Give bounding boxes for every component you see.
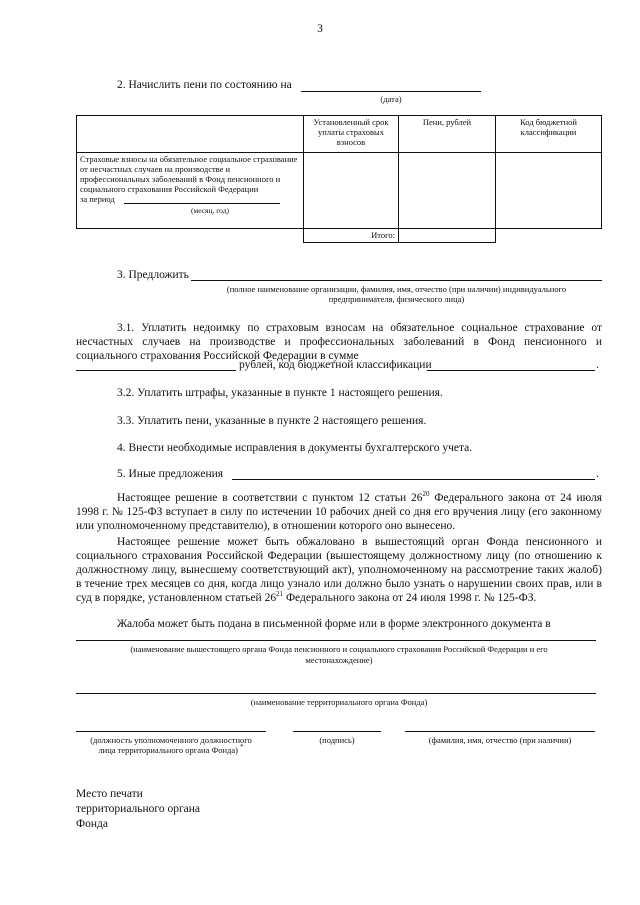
total-label: Итого: bbox=[304, 229, 399, 243]
complaint-caption-2: местонахождение) bbox=[305, 655, 373, 665]
complaint-text: Жалоба может быть подана в письменной форме или в форме электронного документа в bbox=[117, 618, 551, 630]
section3-field-line[interactable] bbox=[191, 280, 602, 281]
section3-caption-1: (полное наименование организации, фамилия, имя, отчество (при наличии) индивидуального bbox=[226, 284, 567, 294]
section2-label: 2. Начислить пени по состоянию на bbox=[117, 79, 292, 91]
paragraph-effective bbox=[76, 491, 602, 533]
paragraph-effective-b: Федерального закона от 24 июля 1998 г. № 125-ФЗ вступает в силу по истечении 10 рабочих дней со дня его вручения лицу (его законному или уполномоченному представителю), в отношении которого оно вынесено. bbox=[76, 492, 602, 532]
position-caption-2-text: лица территориального органа Фонда) bbox=[98, 745, 238, 755]
complaint-caption-1: (наименование вышестоящего органа Фонда пенсионного и социального страхования Российской Федерации и его bbox=[130, 644, 548, 654]
signature-field-line[interactable] bbox=[293, 731, 381, 732]
date-caption: (дата) bbox=[380, 94, 402, 104]
cell-penalties[interactable] bbox=[399, 153, 496, 229]
paragraph-appeal bbox=[76, 535, 602, 605]
signature-caption: (подпись) bbox=[319, 735, 355, 745]
header-deadline: Установленный срок уплаты страховых взносов bbox=[304, 116, 399, 153]
period-field-line[interactable] bbox=[124, 203, 280, 204]
total-spacer bbox=[77, 229, 304, 243]
section5-period: . bbox=[596, 468, 599, 480]
item-3-2: 3.2. Уплатить штрафы, указанные в пункте 1 настоящего решения. bbox=[117, 387, 443, 399]
amount-field-line[interactable] bbox=[76, 370, 236, 371]
date-field-line[interactable] bbox=[301, 91, 481, 92]
table-row-label: Страховые взносы на обязательное социальное страхование от несчастных случаев на производстве и профессиональных заболеваний в Фонд пенсионного и социального страхования Российской Федерации bbox=[80, 154, 298, 194]
position-caption-mark: * bbox=[240, 743, 244, 752]
complaint-field-line[interactable] bbox=[76, 640, 596, 641]
period-label: за период bbox=[80, 194, 115, 204]
period-caption: (месяц, год) bbox=[190, 206, 230, 215]
item-3-1-period: . bbox=[596, 359, 599, 371]
position-caption-2 bbox=[76, 745, 266, 755]
section5-field-line[interactable] bbox=[232, 479, 595, 480]
item-3-3: 3.3. Уплатить пени, указанные в пункте 2 настоящего решения. bbox=[117, 415, 427, 427]
section5-label: 5. Иные предложения bbox=[117, 468, 224, 480]
page-number: 3 bbox=[317, 23, 323, 35]
penalty-table bbox=[76, 115, 602, 243]
seal-line-1: Место печати bbox=[76, 788, 143, 800]
kbk-field-line[interactable] bbox=[427, 370, 595, 371]
paragraph-effective-a: Настоящее решение в соответствии с пунктом 12 статьи 26 bbox=[117, 492, 423, 504]
position-field-line[interactable] bbox=[76, 731, 266, 732]
name-caption: (фамилия, имя, отчество (при наличии) bbox=[428, 735, 572, 745]
table-row-label-cell bbox=[77, 153, 304, 229]
territorial-field-line[interactable] bbox=[76, 693, 596, 694]
section3-label: 3. Предложить bbox=[117, 269, 189, 281]
paragraph-appeal-sup: 21 bbox=[276, 590, 284, 599]
name-field-line[interactable] bbox=[405, 731, 595, 732]
position-caption-1: (должность уполномоченного должностного bbox=[90, 735, 252, 745]
section3-caption-2: предпринимателя, физического лица) bbox=[328, 294, 465, 304]
paragraph-effective-sup: 20 bbox=[422, 490, 430, 499]
seal-line-2: территориального органа bbox=[76, 803, 201, 815]
total-penalties-cell[interactable] bbox=[399, 229, 496, 243]
cell-deadline[interactable] bbox=[304, 153, 399, 229]
header-budget-code: Код бюджетной классификации bbox=[496, 116, 602, 153]
header-penalties: Пени, рублей bbox=[399, 116, 496, 153]
item-3-1: 3.1. Уплатить недоимку по страховым взносам на обязательное социальное страхование от несчастных случаев на производстве и профессиональных заболеваний в Фонд пенсионного и социального страхования Российской Федерации в сумме bbox=[76, 322, 602, 362]
cell-budget-code[interactable] bbox=[496, 153, 602, 229]
total-spacer-right bbox=[496, 229, 602, 243]
section4: 4. Внести необходимые исправления в документы бухгалтерского учета. bbox=[117, 442, 473, 454]
seal-line-3: Фонда bbox=[76, 818, 108, 830]
paragraph-appeal-b: Федерального закона от 24 июля 1998 г. № 125-ФЗ. bbox=[283, 592, 537, 604]
paragraph-appeal-a: Настоящее решение может быть обжаловано в вышестоящий орган Фонда пенсионного и социального страхования Российской Федерации (вышестоящему должностному лицу (по отношению к должностному лицу, вынесшему соответствующий акт), уполномоченному на рассмотрение таких жалоб) в течение трех месяцев со дня, когда лицо узнало или должно было узнать о нарушении своих прав, или в суд в порядке, установленном статьей 26 bbox=[76, 536, 602, 604]
item-3-1-tail: рублей, код бюджетной классификации bbox=[239, 359, 432, 371]
territorial-caption: (наименование территориального органа Фонда) bbox=[250, 697, 428, 707]
table-header-empty bbox=[77, 116, 304, 153]
